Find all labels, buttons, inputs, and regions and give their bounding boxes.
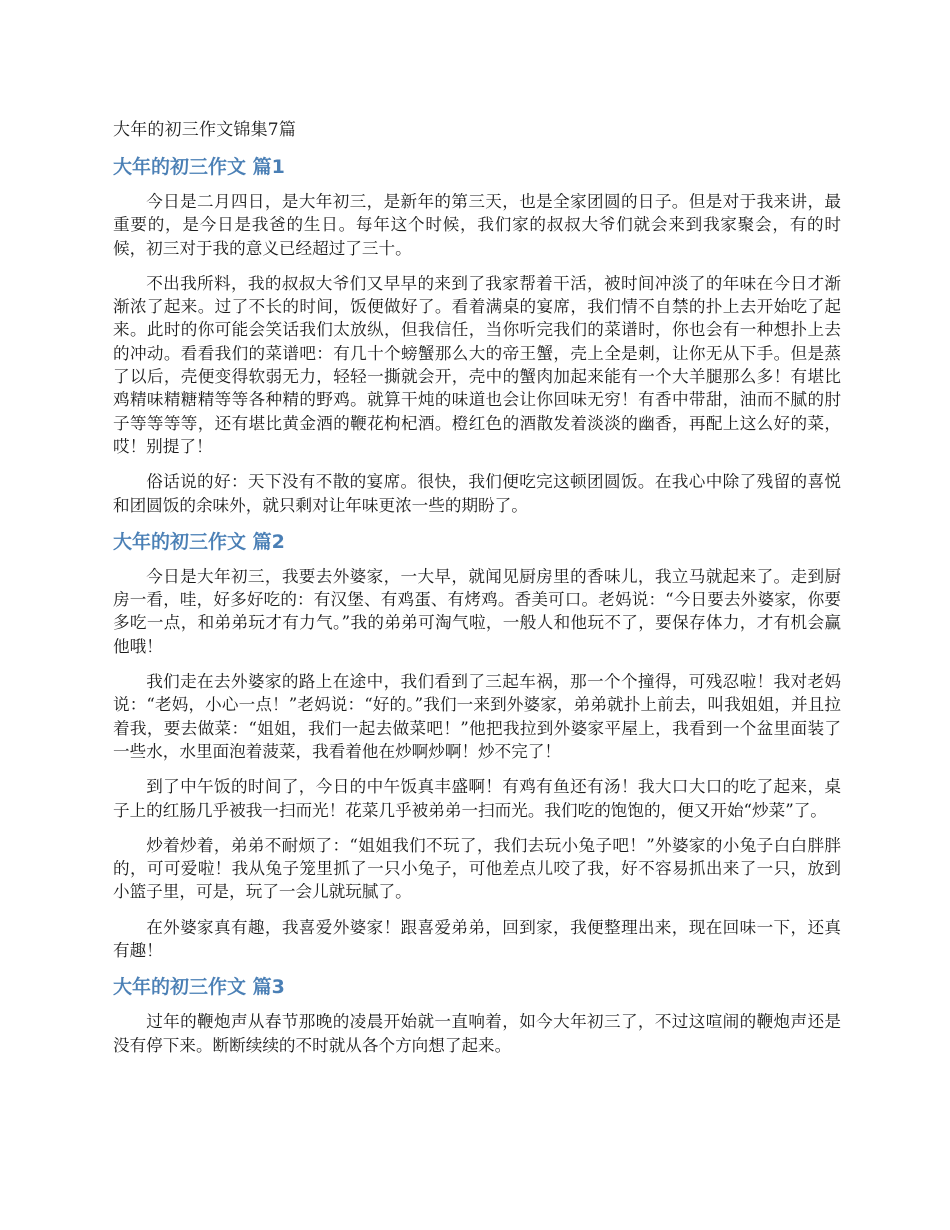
section-heading: 大年的初三作文 篇2 [113,530,285,553]
paragraph: 炒着炒着，弟弟不耐烦了：“姐姐我们不玩了，我们去玩小兔子吧！”外婆家的小兔子白白胖胖的，可可爱啦！我从兔子笼里抓了一只小兔子，可他差点儿咬了我，好不容易抓出来了一只，放到小篮子里，可是，玩了一会儿就玩腻了。 [113,835,841,902]
document-page [113,118,841,1069]
paragraph: 不出我所料，我的叔叔大爷们又早早的来到了我家帮着干活，被时间冲淡了的年味在今日才渐渐浓了起来。过了不长的时间，饭便做好了。看着满桌的宴席，我们情不自禁的扑上去开始吃了起来。此时的你可能会笑话我们太放纵，但我信任，当你听完我们的菜谱时，你也会有一种想扑上去的冲动。看看我们的菜谱吧：有几十个螃蟹那么大的帝王蟹，壳上全是刺，让你无从下手。但是蒸了以后，壳便变得软弱无力，轻轻一撕就会开，壳中的蟹肉加起来能有一个大羊腿那么多！有堪比鸡精味精糖精等等各种精的野鸡。就算干炖的味道也会让你回味无穷！有香中带甜，油而不腻的肘子等等等等，还有堪比黄金酒的鞭花枸杞酒。橙红色的酒散发着淡淡的幽香，再配上这么好的菜，哎！别提了！ [113,273,841,456]
section-3 [113,974,841,1057]
section-2 [113,529,841,962]
section-heading: 大年的初三作文 篇1 [113,156,285,178]
document-title: 大年的初三作文锦集7篇 [113,120,297,140]
paragraph: 在外婆家真有趣，我喜爱外婆家！跟喜爱弟弟，回到家，我便整理出来，现在回味一下，还真有趣！ [113,917,841,961]
paragraph: 俗话说的好：天下没有不散的宴席。很快，我们便吃完这顿团圆饭。在我心中除了残留的喜悦和团圆饭的余味外，就只剩对让年味更浓一些的期盼了。 [113,472,841,515]
paragraph: 我们走在去外婆家的路上在途中，我们看到了三起车祸，那一个个撞得，可残忍啦！我对老妈说：“老妈，小心一点！”老妈说：“好的。”我们一来到外婆家，弟弟就扑上前去，叫我姐姐，并且拉着我，要去做菜：“姐姐，我们一起去做菜吧！”他把我拉到外婆家平屋上，我看到一个盆里面装了一些水，水里面泡着菠菜，我看着他在炒啊炒啊！炒不完了！ [113,672,841,761]
section-1 [113,154,841,517]
section-heading: 大年的初三作文 篇3 [113,976,285,999]
paragraph: 到了中午饭的时间了，今日的中午饭真丰盛啊！有鸡有鱼还有汤！我大口大口的吃了起来，桌子上的红肠几乎被我一扫而光！花菜几乎被弟弟一扫而光。我们吃的饱饱的，便又开始“炒菜”了。 [113,777,841,820]
paragraph: 今日是大年初三，我要去外婆家，一大早，就闻见厨房里的香味儿，我立马就起来了。走到厨房一看，哇，好多好吃的：有汉堡、有鸡蛋、有烤鸡。香美可口。老妈说：“今日要去外婆家，你要多吃一点，和弟弟玩才有力气。”我的弟弟可淘气啦，一般人和他玩不了，要保存体力，才有机会赢他哦！ [113,566,841,656]
paragraph: 今日是二月四日，是大年初三，是新年的第三天，也是全家团圆的日子。但是对于我来讲，最重要的，是今日是我爸的生日。每年这个时候，我们家的叔叔大爷们就会来到我家聚会，有的时候，初三对于我的意义已经超过了三十。 [113,192,841,258]
paragraph: 过年的鞭炮声从春节那晚的凌晨开始就一直响着，如今大年初三了，不过这喧闹的鞭炮声还是没有停下来。断断续续的不时就从各个方向想了起来。 [113,1012,841,1055]
